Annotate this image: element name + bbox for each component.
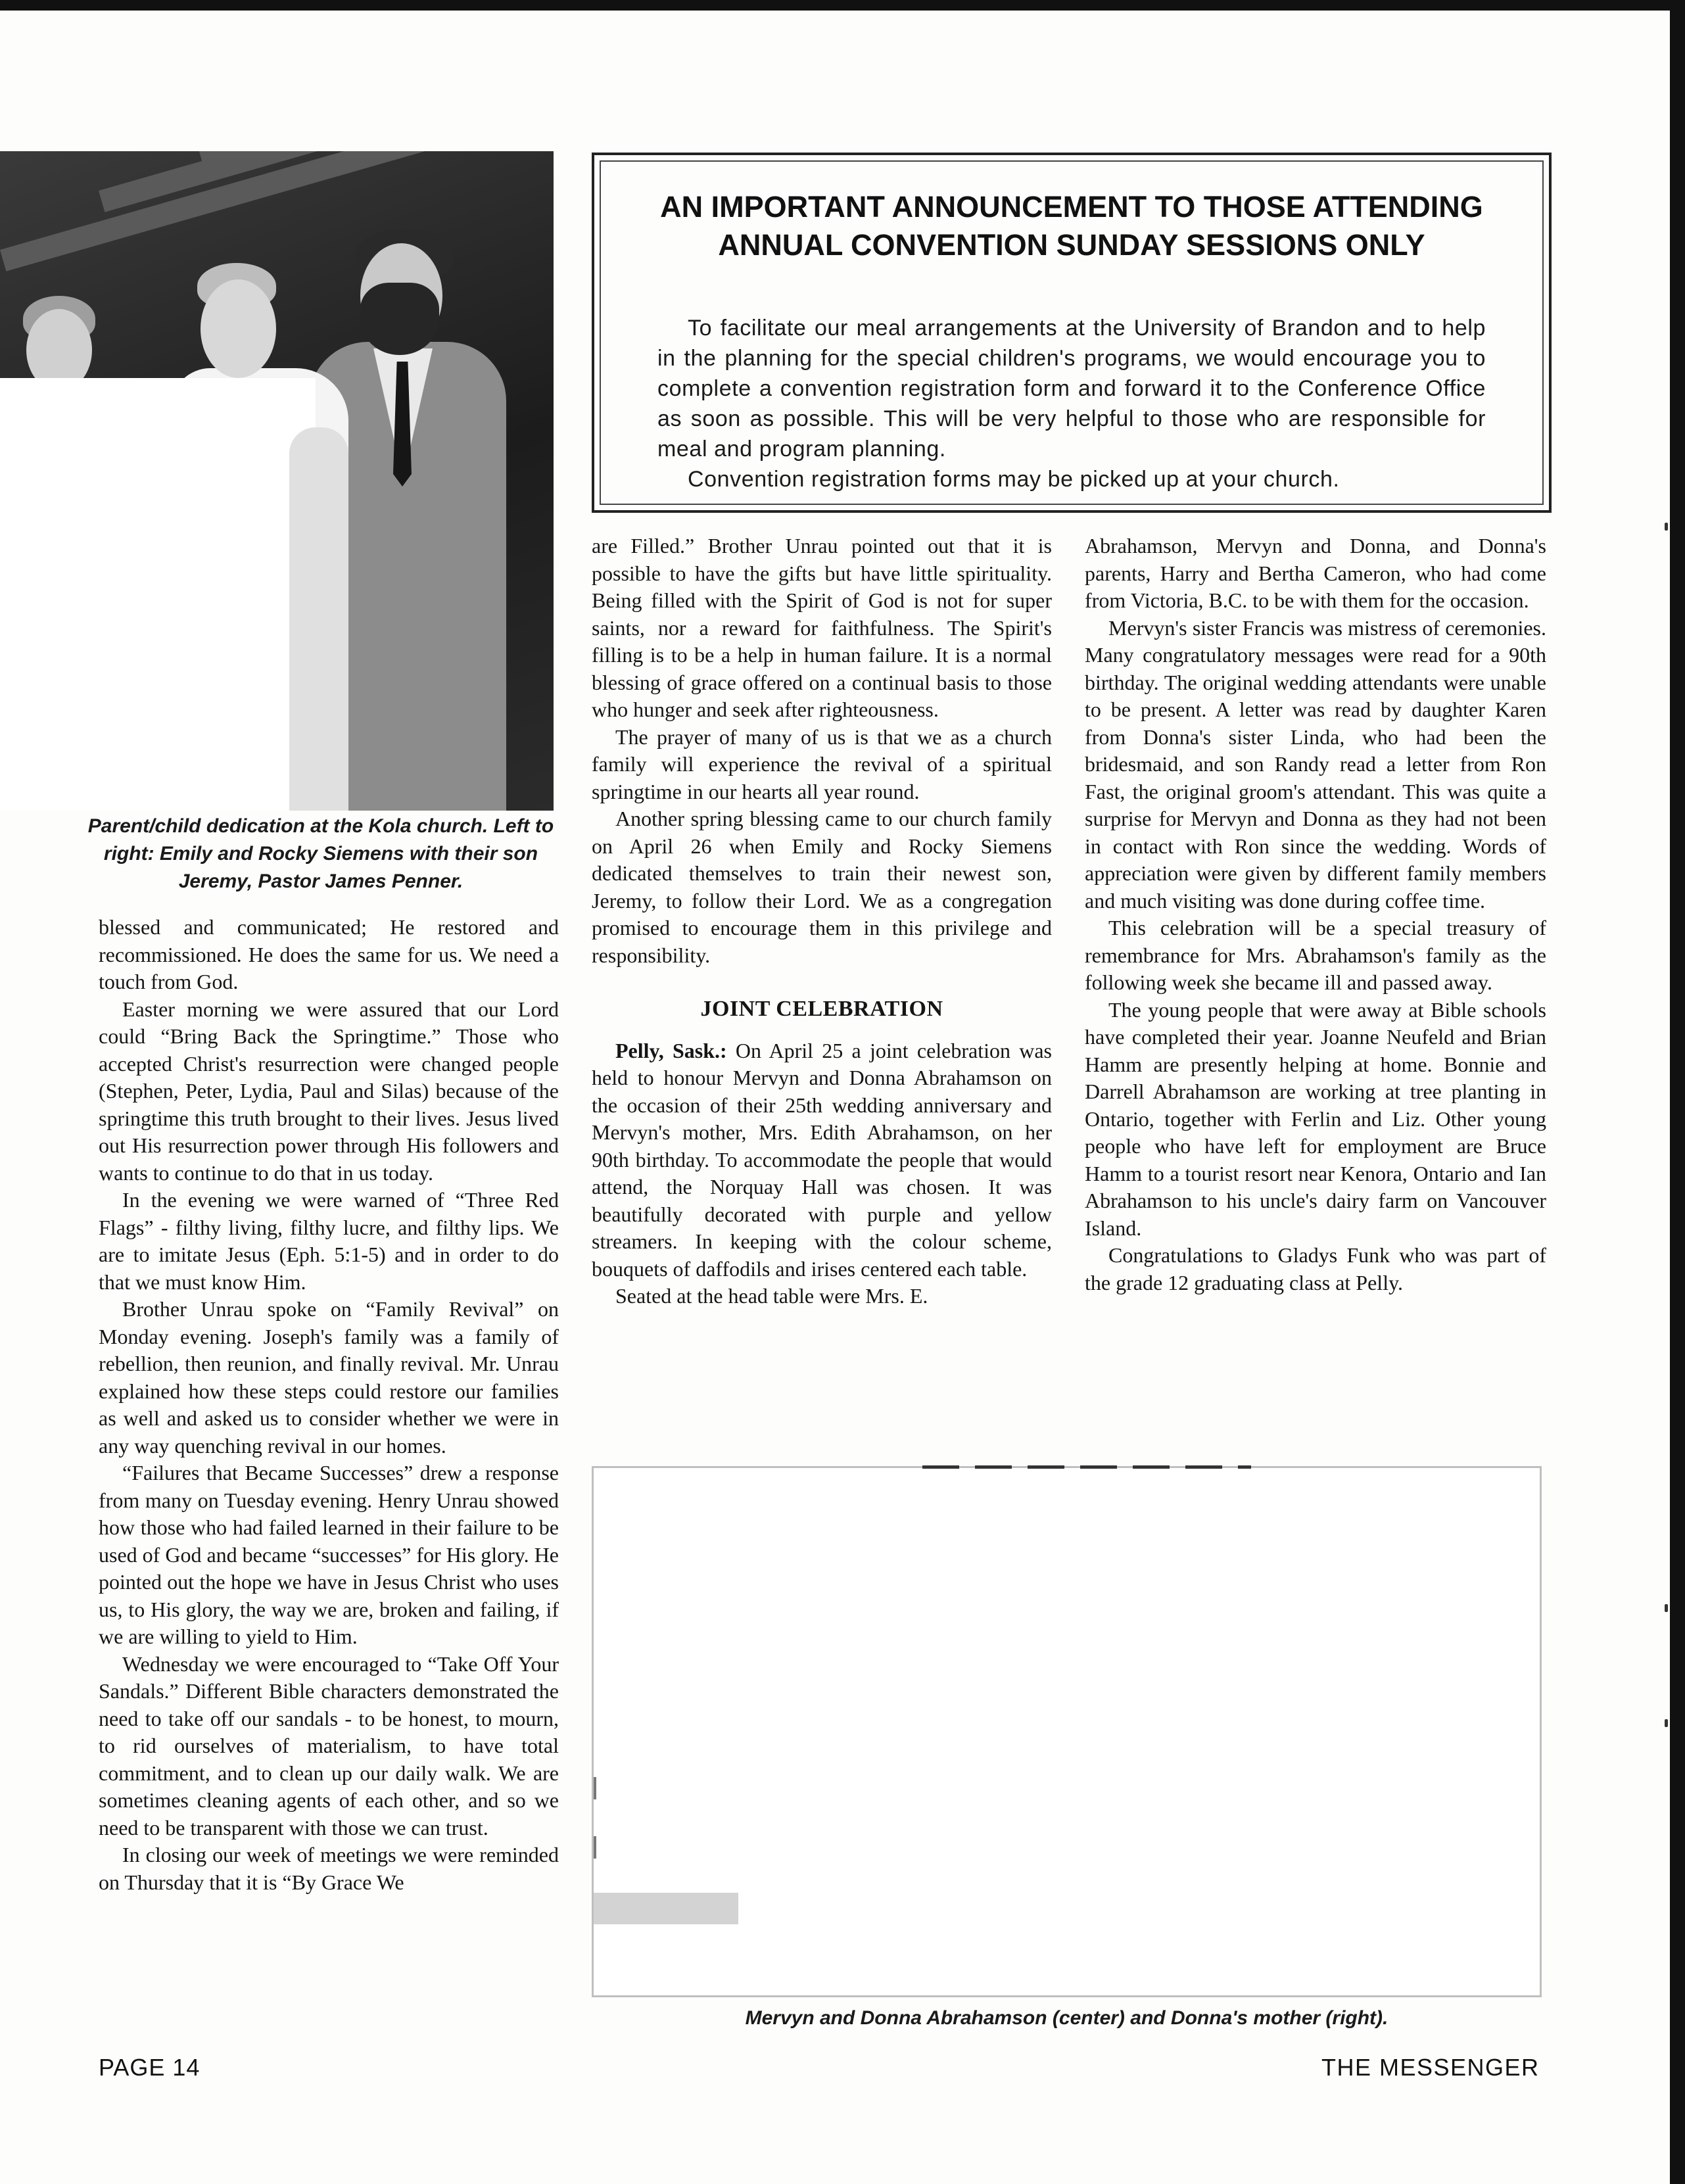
article-column-1 (99, 914, 559, 1896)
paragraph: Seated at the head table were Mrs. E. (615, 1284, 928, 1308)
photo-gray-patch (594, 1893, 738, 1924)
celebration-photo-caption: Mervyn and Donna Abrahamson (center) and Donna's mother (right). (745, 2007, 1388, 2029)
man-arm (289, 427, 348, 811)
announcement-body (657, 313, 1486, 494)
photo-dashed-edge (922, 1465, 1251, 1469)
scan-border-right (1670, 0, 1685, 2184)
photo-white-area (0, 378, 316, 811)
man-face (201, 279, 276, 378)
paragraph: The prayer of many of us is that we as a church family will experience the revival of a spiritual springtime in our hearts all year round. (592, 724, 1052, 803)
announcement-title: AN IMPORTANT ANNOUNCEMENT TO THOSE ATTENDING ANNUAL CONVENTION SUNDAY SESSIONS ONLY (660, 190, 1483, 262)
celebration-photo (592, 1466, 1542, 1997)
paragraph: Easter morning we were assured that our Lord could “Bring Back the Springtime.” Those who accepted Christ's resurrection were changed people (Stephen, Peter, Lydia, Paul and Silas) because of the springtime this truth brought to their lives. Jesus lived out His resurrection power through His followers and wants to continue to do that in us today. (99, 997, 559, 1185)
scan-speck (1665, 523, 1668, 531)
paragraph: Wednesday we were encouraged to “Take Off Your Sandals.” Different Bible characters demonstrated the need to take off our sandals - to be honest, to mourn, to rid ourselves of materialism, to have total commitment, and to clean up our daily walk. We are sometimes cleaning agents of each other, and so we need to be transparent with those we can trust. (99, 1651, 559, 1840)
pastor-beard (360, 283, 439, 355)
paragraph: In closing our week of meetings we were reminded on Thursday that it is “By Grace We (99, 1843, 559, 1894)
scan-speck (1665, 1604, 1668, 1612)
paragraph: Congratulations to Gladys Funk who was part of the grade 12 graduating class at Pelly. (1085, 1243, 1546, 1294)
paragraph: Another spring blessing came to our church family on April 26 when Emily and Rocky Siemens dedicated themselves to train their newest son, Jeremy, to follow their Lord. We as a congregation promised to encourage them in this privilege and responsibility. (592, 807, 1052, 967)
dedication-photo (0, 151, 554, 811)
scan-speck (1665, 1719, 1668, 1727)
dateline: Pelly, Sask.: (615, 1038, 727, 1062)
paragraph: In the evening we were warned of “Three Red Flags” - filthy living, filthy lucre, and filthy lips. We are to imitate Jesus (Eph. 5:1-5) and in order to do that we must know Him. (99, 1188, 559, 1294)
paragraph: Abrahamson, Mervyn and Donna, and Donna's parents, Harry and Bertha Cameron, who had come from Victoria, B.C. to be with them for the occasion. (1085, 534, 1546, 612)
announcement-box (592, 153, 1552, 513)
article-column-2 (592, 533, 1052, 1310)
paragraph: Mervyn's sister Francis was mistress of ceremonies. Many congratulatory messages were read for a 90th birthday. The original wedding attendants were unable to be present. A letter was read by daughter Karen from Donna's sister Linda, who had been the bridesmaid, and son Randy read a letter from Ron Fast, the original groom's attendant. This was quite a surprise for Mervyn and Donna as they had not been in contact with Ron since the wedding. Words of appreciation were given by different family members and much visiting was done during coffee time. (1085, 615, 1546, 913)
publication-name: THE MESSENGER (1321, 2054, 1540, 2081)
paragraph: Brother Unrau spoke on “Family Revival” on Monday evening. Joseph's family was a family of rebellion, then reunion, and finally revival. Mr. Unrau explained how these steps could restore our families as well and asked us to consider whether we were in any way quenching revival in our homes. (99, 1297, 559, 1458)
paragraph: are Filled.” Brother Unrau pointed out that it is possible to have the gifts but have little spirituality. Being filled with the Spirit of God is not for super saints, nor a reward for faithfulness. The Spirit's filling is to be a help in human failure. It is a normal blessing of grace offered on a continual basis to those who hunger and seek after righteousness. (592, 534, 1052, 721)
photo-mark (594, 1777, 596, 1799)
photo-mark (594, 1836, 596, 1859)
paragraph: “Failures that Became Successes” drew a response from many on Tuesday evening. Henry Unrau showed how those who had failed learned in their failure to be used of God and became “successes” for His glory. He pointed out the hope we have in Jesus Christ who uses us, to His glory, the way we are, broken and failing, if we are willing to yield to Him. (99, 1461, 559, 1648)
page-number: PAGE 14 (99, 2054, 201, 2081)
dedication-photo-caption: Parent/child dedication at the Kola church. Left to right: Emily and Rocky Siemens with their son Jeremy, Pastor James Penner. (87, 815, 554, 892)
section-heading: JOINT CELEBRATION (700, 997, 943, 1021)
scan-border-top (0, 0, 1685, 11)
announcement-body-text: To facilitate our meal arrangements at the University of Brandon and to help in the planning for the special children's programs, we would encourage you to complete a convention registration form and forward it to the Conference Office as soon as possible. This will be very helpful to those who are responsible for meal and program planning. (657, 316, 1486, 462)
paragraph (592, 1037, 1052, 1283)
dateline-text: On April 25 a joint celebration was held to honour Mervyn and Donna Abrahamson on the occasion of their 25th wedding anniversary and Mervyn's mother, Mrs. Edith Abrahamson, on her 90th birthday. To accommodate the people that would attend, the Norquay Hall was chosen. It was beautifully decorated with purple and yellow streamers. In keeping with the colour scheme, bouquets of daffodils and irises centered each table. (592, 1038, 1053, 1281)
paragraph: blessed and communicated; He restored and recommissioned. He does the same for us. We need a touch from God. (99, 915, 559, 993)
announcement-note: Convention registration forms may be picked up at your church. (688, 467, 1340, 492)
paragraph: The young people that were away at Bible schools have completed their year. Joanne Neufeld and Brian Hamm are presently helping at home. Bonnie and Darrell Abrahamson are working at tree planting in Ontario, together with Ferlin and Liz. Other young people who have left for employment are Bruce Hamm to a tourist resort near Kenora, Ontario and Ian Abrahamson to his uncle's dairy farm on Vancouver Island. (1085, 997, 1546, 1240)
paragraph: This celebration will be a special treasury of remembrance for Mrs. Abrahamson's family as the following week she became ill and passed away. (1085, 916, 1546, 994)
article-column-3 (1085, 533, 1546, 1296)
